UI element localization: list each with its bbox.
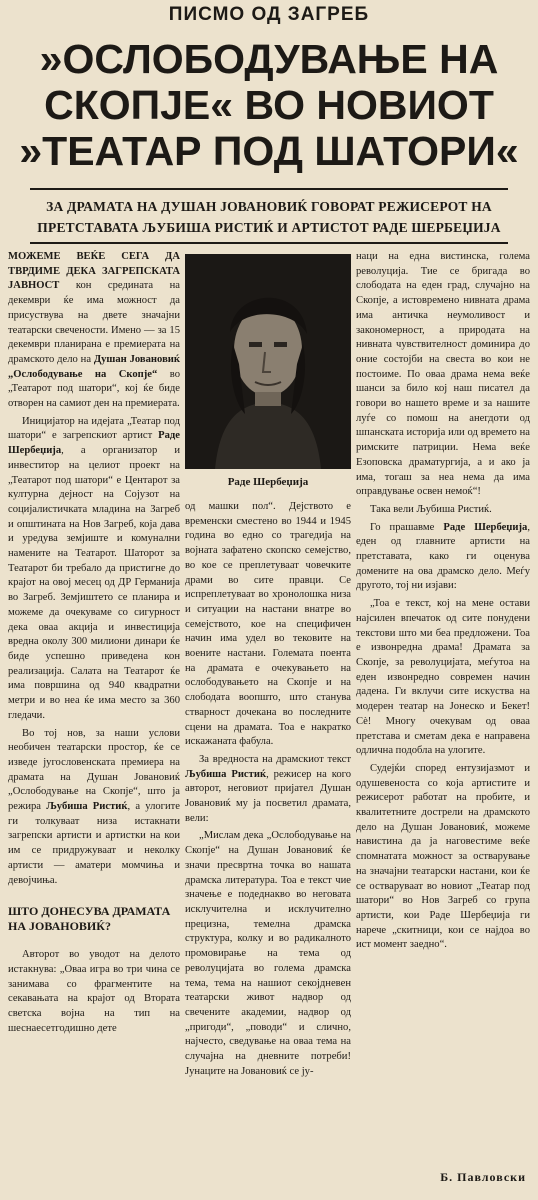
paragraph-quote-continued: наци на една вистинска, голема револуција. Тие се бригада во слободата на еден град, случајно на Скопје, а истовремено нивната драма има античка неумоливост и закономерност, а природата на нивната чувствителност доминира до оние состојби на свеста во кои не постоиме. По оваа драма нема веќе шанси за било кој наш писател да говори во нашето време и за нашите луѓе со помош на анегдоти од шпанската историја или од времето на римските патриции. Нема веќе Езоповска драматургија, а и ако ја има, тогаш за неа нема да има оправдување освен немоќ“!: [356, 251, 530, 498]
column-1: [8, 250, 180, 1170]
paragraph-premiere: Во тој нов, за наши услови необичен театарски простор, ќе се изведе југословенската премиера на драмата на Душан Јовановиќ „Ослободување на Скопје“, што ја режира Љубиша Ристиќ, а улогите ги толкуваат низа истакнати загрепски артисти и артистки на кои им се придружуваат и неколку артисти — аматери момчиња и девојчиња.: [8, 727, 180, 886]
subheading: ШТО ДОНЕСУВА ДРАМАТА НА ЈОВАНОВИЌ?: [8, 904, 171, 934]
paragraph-director-intro: За вредноста на драмскиот текст Љубиша Ристиќ, режисер на кого авторот, неговиот пријател Душан Јовановиќ му ја посветил драмата, вели:: [185, 753, 351, 824]
paragraph-intro: МОЖЕМЕ ВЕЌЕ СЕГА ДА ТВРДИМЕ ДЕКА ЗАГРЕПСКАТА ЈАВНОСТ кон средината на декември ќе има можност да присуствува на двете значајни театарски свечености. Имено — за 15 декември планирана е премиерата на драмското дело на Душан Јовановиќ „Ослободување на Скопје“ во „Театарот под шатори“, кој ќе биде отворен на самиот ден на премиерата.: [8, 251, 180, 410]
paragraph-author-intro: Авторот во уводот на делото истакнува: „Оваа игра во три чина се занимава со фрагментите на секавањата на крајот од Втората светска војна на тип на шеснаесетгодишно дете: [8, 949, 180, 1034]
photo-caption: Раде Шербеџија: [227, 476, 309, 488]
portrait-photo: [185, 254, 351, 469]
deck-line-1: ЗА ДРАМАТА НА ДУШАН ЈОВАНОВИЌ ГОВОРАТ РЕЖИСЕРОТ НА: [46, 199, 492, 214]
rule-top: [30, 188, 508, 190]
paragraph-attribution: Така вели Љубиша Ристиќ.: [370, 503, 492, 515]
headline-line-2: СКОПЈЕ« ВО НОВИОТ: [44, 82, 494, 128]
headline-line-1: »ОСЛОБОДУВАЊЕ НА: [39, 36, 499, 82]
deck: [12, 196, 526, 238]
rule-bottom: [30, 242, 508, 244]
paragraph-actor-question: Го прашавме Раде Шербеџија, еден од главните артисти на претставата, како ги оценува доменитe на ова драмско дело. Меѓу другото, тој ни изјави:: [356, 521, 530, 592]
headline: [0, 36, 538, 174]
lead-text: МОЖЕМЕ ВЕЌЕ СЕГА ДА ТВРДИМЕ ДЕКА ЗАГРЕПСКАТА ЈАВНОСТ: [8, 251, 180, 292]
headline-line-3: »ТЕАТАР ПОД ШАТОРИ«: [19, 128, 519, 174]
rubric: ПИСМО ОД ЗАГРЕБ: [168, 4, 370, 25]
paragraph-initiator: Иницијатор на идејата „Театар под шатори“ е загрепскиот артист Раде Шербеџија, а организатор и инвеститор на целиот проект на „Театарот под шатори“ е Центарот за културна дејност на Сојузот на социјалистичката младина на Загреб и општината на Нов Загреб, која дава и уредува земјиште и комунални намените на Театарот. Шаторот за Театарот би требало да пристигне до крајот на овој месец од ДР Германија во Загреб. Земјиштето се планира и можеме да очекуваме со сигурност дека оваа акција и инвестиција вредна околу 300 милиони динари ќе биде успешно приведена кон реализација. Салата на Театарот ќе има површина од 940 квадратни метри и во неа ќе има место за 360 гледачи.: [8, 415, 180, 721]
paragraph-actor-quote: „Тоа е текст, кој на мене остави најсилен впечаток од сите понудени текстови што ми беа предложени. Тоа е извонредна драма! Драмата за Скопје, за револуцијата, меѓутоа на еден извонредно современ начин дадена. Ги вклучи сите искуства на модерен театар на Јонеско и Бекет! Сè! Многу очекувам од оваа претстава и сметам дека е направена одлична подобла на улогите.: [356, 598, 530, 757]
paragraph-director-quote: „Мислам дека „Ослободување на Скопје“ на Душан Јовановиќ ќе значи пресвртна точка во нашата драмска литература. Тоа е текст чие значење е подеднакво во неговата исклучителна и исклучително прецизна, темелна драмска структура, колку и во радикалното промовирање на тема од револуцијата во голема драмска тема, тема на нашиот секојдневен театарски живот надвор од свечените академии, надвор од „пригоди“, „поводи“ и слично, најчесто, сведување на оваа тема на случајна на дневните потреби! Јунаците на Јовановиќ се ју-: [185, 830, 351, 1077]
deck-line-2: ПРЕТСТАВАТА ЉУБИША РИСТИЌ И АРТИСТОТ РАДЕ ШЕРБЕЏИЈА: [37, 220, 501, 235]
column-2: [185, 500, 351, 1170]
column-3: [356, 250, 530, 1165]
portrait-image: [185, 254, 351, 469]
paragraph-conclusion: Судејќи според ентузијазмот и одушевеноста со која артистите и режисерот работат на пробите, и квалитетните дострели на драмското дело на Душан Јовановиќ, можеме навистина да ја наговестиме веќе спомнатата можност за остварување на значајни театарски настани, кои ќе се остваруваат во новиот „Театар под шатори“ во Нов Загреб со група артисти, кои Раде Шербеџија ги нарече „скитници, кои се најдоа во ист момент заедно“.: [356, 762, 530, 951]
author-signature: Б. Павловски: [440, 1170, 526, 1184]
paragraph-plot: од машки пол“. Дејството е временски сместено во 1944 и 1945 година во едно со трагедија на војната зафатено скопско семејство, во кое се преплетуваат човечките драми во сите правци. Се испреплетуваат во хронолошка низа и ситуации на настани внатре во семејството, кое на специфичен начин има удел во тековите на воените настани. Големата поента на драмата е очекувањето на ослободувањето на Скопје и на слободата воопшто, што станува стварност дочекана во последните сцени на драмата. Тоа е накратко искажаната фабула.: [185, 501, 351, 748]
